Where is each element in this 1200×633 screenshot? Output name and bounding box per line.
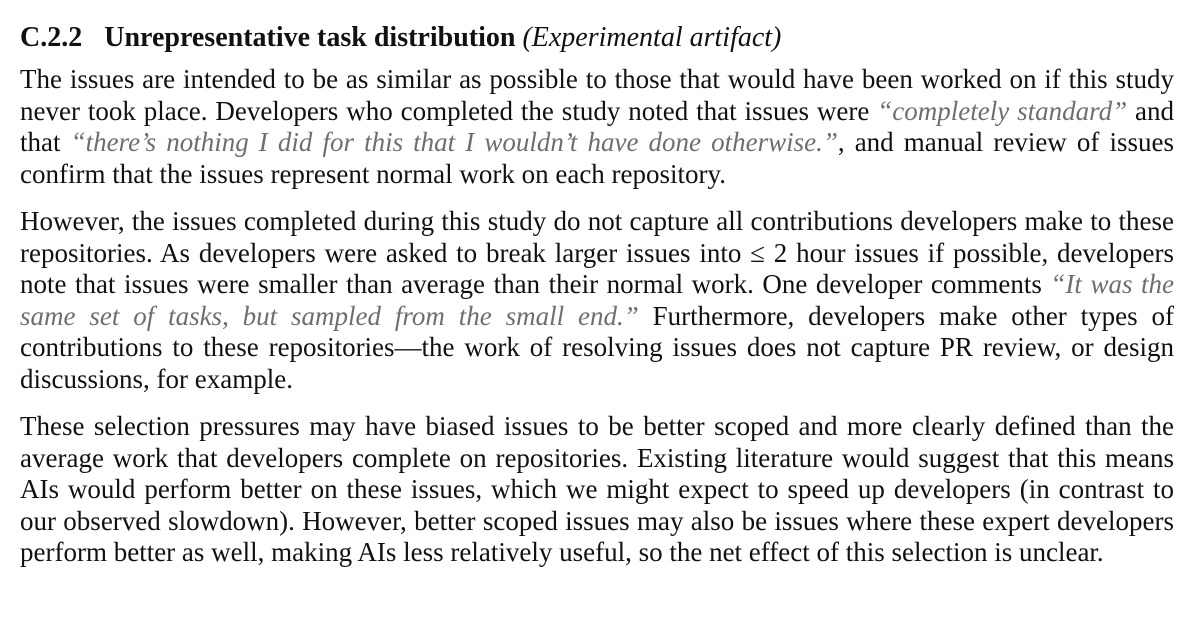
paragraph-3-text-1: These selection pressures may have biased issues to be better scoped and more clearly defined than the average work that developers complete on repositories. Existing literature would suggest that this means AIs would perform better on these issues, which we might expect to speed up developers (in contrast to our observed slowdown). However, better scoped issues may also be issues where these expert developers perform better as well, making AIs less relatively useful, so the net effect of this selection is unclear. xyxy=(20,411,1174,567)
paragraph-1-text-3: , and manual review of issues confirm that the issues represent normal work on each repository. xyxy=(20,127,1174,189)
quote-completely-standard: “completely standard” xyxy=(877,95,1128,126)
section-tag: (Experimental artifact) xyxy=(522,22,782,53)
paragraph-1-text-2: and that xyxy=(20,95,1175,157)
section-title: Unrepresentative task distribution xyxy=(104,22,516,53)
paragraph-2 xyxy=(20,206,1174,395)
paragraph-2-text-1: However, the issues completed during this study do not capture all contributions developers make to these repositories. As developers were asked to break larger issues into ≤ 2 hour issues if possible, developers note that issues were smaller than average than their normal work. One developer comments xyxy=(20,206,1174,299)
paragraph-3 xyxy=(20,411,1174,569)
quote-same-set-of-tasks: “It was the same set of tasks, but sampled from the small end.” xyxy=(20,269,1174,331)
paragraph-1-text-1: The issues are intended to be as similar as possible to those that would have been worked on if this study never took place. Developers who completed the study noted that issues were xyxy=(20,64,1174,126)
paragraph-1 xyxy=(20,64,1174,190)
quote-nothing-i-did: “there’s nothing I did for this that I wouldn’t have done otherwise.” xyxy=(70,127,838,157)
paragraph-2-text-2: Furthermore, developers make other types of contributions to these repositories—the work of resolving issues does not capture PR review, or design discussions, for example. xyxy=(20,300,1174,394)
section-number: C.2.2 xyxy=(20,22,83,53)
section-heading xyxy=(20,20,1174,56)
